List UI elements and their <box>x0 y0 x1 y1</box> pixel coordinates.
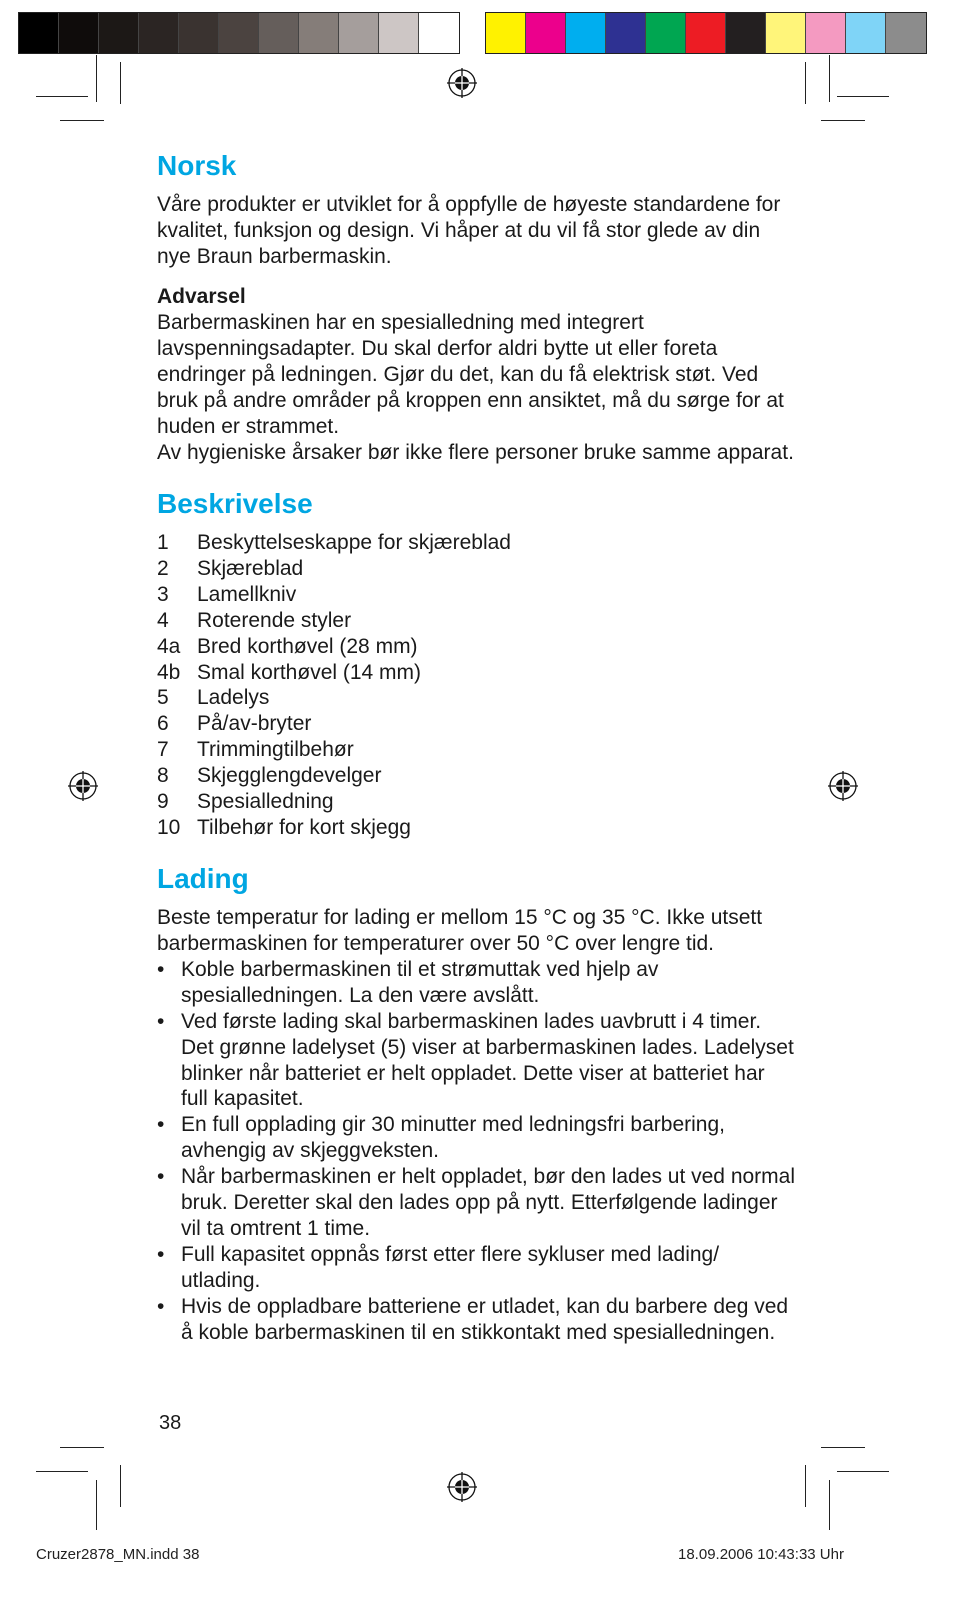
color-swatch <box>766 13 806 53</box>
color-swatch <box>846 13 886 53</box>
color-swatch <box>726 13 766 53</box>
bullet-icon: • <box>157 1009 165 1033</box>
item-label: Skjæreblad <box>197 556 304 580</box>
registration-mark-icon <box>828 771 858 801</box>
item-number: 3 <box>157 582 169 606</box>
warning-heading: Advarsel <box>157 285 246 308</box>
list-item <box>157 634 797 660</box>
section-title: Beskrivelse <box>157 488 313 519</box>
section-title: Lading <box>157 862 249 894</box>
list-item <box>157 1164 797 1242</box>
list-item <box>157 1294 797 1346</box>
item-label: Beskyttelseskappe for skjæreblad <box>197 531 511 554</box>
color-swatch <box>419 13 459 53</box>
list-item <box>157 789 797 815</box>
page-number: 38 <box>159 1412 182 1434</box>
bullet-icon: • <box>157 1165 165 1189</box>
list-item <box>157 957 797 1009</box>
color-swatch <box>259 13 299 53</box>
bullet-text: Ved første lading skal barbermaskinen lades uavbrutt i 4 timer. Det grønne ladelyset (5) viser at barbermaskinen lades. Ladelyset blinker når batteriet er helt oppladet. Dette viser at batteriet har full kapasitet. <box>181 1009 794 1111</box>
item-label: Trimmingtilbehør <box>197 738 354 762</box>
list-item <box>157 815 797 841</box>
bullet-text: Når barbermaskinen er helt oppladet, bør den lades ut ved normal bruk. Deretter skal den lades opp på nytt. Etterfølgende ladinger vil ta omtrent 1 time. <box>181 1165 796 1240</box>
color-swatch <box>179 13 219 53</box>
item-label: Bred korthøvel (28 mm) <box>197 634 418 658</box>
bullet-icon: • <box>157 1294 165 1318</box>
bullet-icon: • <box>157 1242 165 1266</box>
charging-instructions-list <box>157 957 797 1346</box>
parts-list <box>157 530 797 841</box>
intro-paragraph: Våre produkter er utviklet for å oppfylle de høyeste standardene for kvalitet, funksjon og design. Vi håper at du vil få stor glede av din nye Braun barbermaskin. <box>157 193 781 268</box>
item-label: På/av-bryter <box>197 712 312 736</box>
color-swatch <box>299 13 339 53</box>
color-swatch <box>526 13 566 53</box>
item-number: 4b <box>157 660 181 684</box>
color-swatch <box>686 13 726 53</box>
item-label: Roterende styler <box>197 608 352 632</box>
list-item <box>157 763 797 789</box>
list-item <box>157 685 797 711</box>
color-swatch <box>219 13 259 53</box>
registration-mark-icon <box>68 771 98 801</box>
list-item <box>157 530 797 556</box>
bullet-icon: • <box>157 957 165 981</box>
intro-paragraph: Beste temperatur for lading er mellom 15 °C og 35 °C. Ikke utsett barbermaskinen for temperaturer over 50 °C over lengre tid. <box>157 905 763 955</box>
grayscale-color-bar <box>18 12 460 54</box>
item-label: Lamellkniv <box>197 582 297 606</box>
bullet-text: Koble barbermaskinen til et strømuttak ved hjelp av spesialledningen. La den være avslått. <box>181 957 659 1007</box>
section-beskrivelse <box>157 488 797 841</box>
color-swatch <box>486 13 526 53</box>
list-item <box>157 582 797 608</box>
color-swatch <box>806 13 846 53</box>
page-content <box>157 150 797 1345</box>
process-color-bar <box>485 12 927 54</box>
color-swatch <box>886 13 926 53</box>
item-number: 4 <box>157 608 169 632</box>
color-swatch <box>59 13 99 53</box>
item-number: 9 <box>157 790 169 814</box>
item-number: 8 <box>157 764 169 788</box>
bullet-text: Full kapasitet oppnås først etter flere sykluser med lading/ utlading. <box>181 1242 720 1292</box>
item-label: Smal korthøvel (14 mm) <box>197 660 422 684</box>
registration-mark-icon <box>447 1472 477 1502</box>
hygiene-paragraph: Av hygieniske årsaker bør ikke flere personer bruke samme apparat. <box>157 441 794 464</box>
item-label: Spesialledning <box>197 790 334 814</box>
list-item <box>157 608 797 634</box>
list-item <box>157 660 797 686</box>
color-swatch <box>99 13 139 53</box>
item-number: 2 <box>157 556 169 580</box>
registration-mark-icon <box>447 68 477 98</box>
list-item <box>157 737 797 763</box>
color-swatch <box>139 13 179 53</box>
list-item <box>157 711 797 737</box>
color-swatch <box>19 13 59 53</box>
list-item <box>157 1112 797 1164</box>
color-swatch <box>339 13 379 53</box>
list-item <box>157 1009 797 1113</box>
bullet-text: Hvis de oppladbare batteriene er utladet, kan du barbere deg ved å koble barbermaskinen til en stikkontakt med spesialledningen. <box>181 1294 789 1344</box>
color-swatch <box>379 13 419 53</box>
item-number: 7 <box>157 738 169 762</box>
bullet-icon: • <box>157 1113 165 1137</box>
item-label: Ladelys <box>197 686 270 710</box>
item-label: Skjegglengdevelger <box>197 764 382 788</box>
print-timestamp: 18.09.2006 10:43:33 Uhr <box>678 1546 844 1563</box>
color-swatch <box>606 13 646 53</box>
list-item <box>157 1242 797 1294</box>
color-swatch <box>566 13 606 53</box>
item-number: 5 <box>157 686 169 710</box>
item-number: 4a <box>157 634 181 658</box>
section-norsk <box>157 150 797 466</box>
item-number: 1 <box>157 531 169 554</box>
list-item <box>157 556 797 582</box>
color-swatch <box>646 13 686 53</box>
item-label: Tilbehør for kort skjegg <box>197 815 411 839</box>
item-number: 10 <box>157 815 181 839</box>
section-lading <box>157 863 797 1346</box>
item-number: 6 <box>157 712 169 736</box>
warning-paragraph: Barbermaskinen har en spesialledning med integrert lavspenningsadapter. Du skal derfor aldri bytte ut eller foreta endringer på ledningen. Gjør du det, kan du få elektrisk støt. Ved bruk på andre områder på kroppen enn ansiktet, må du sørge for at huden er strammet. <box>157 311 784 438</box>
file-slug: Cruzer2878_MN.indd 38 <box>36 1546 200 1563</box>
section-title: Norsk <box>157 150 237 181</box>
bullet-text: En full opplading gir 30 minutter med ledningsfri barbering, avhengig av skjeggveksten. <box>181 1113 725 1163</box>
